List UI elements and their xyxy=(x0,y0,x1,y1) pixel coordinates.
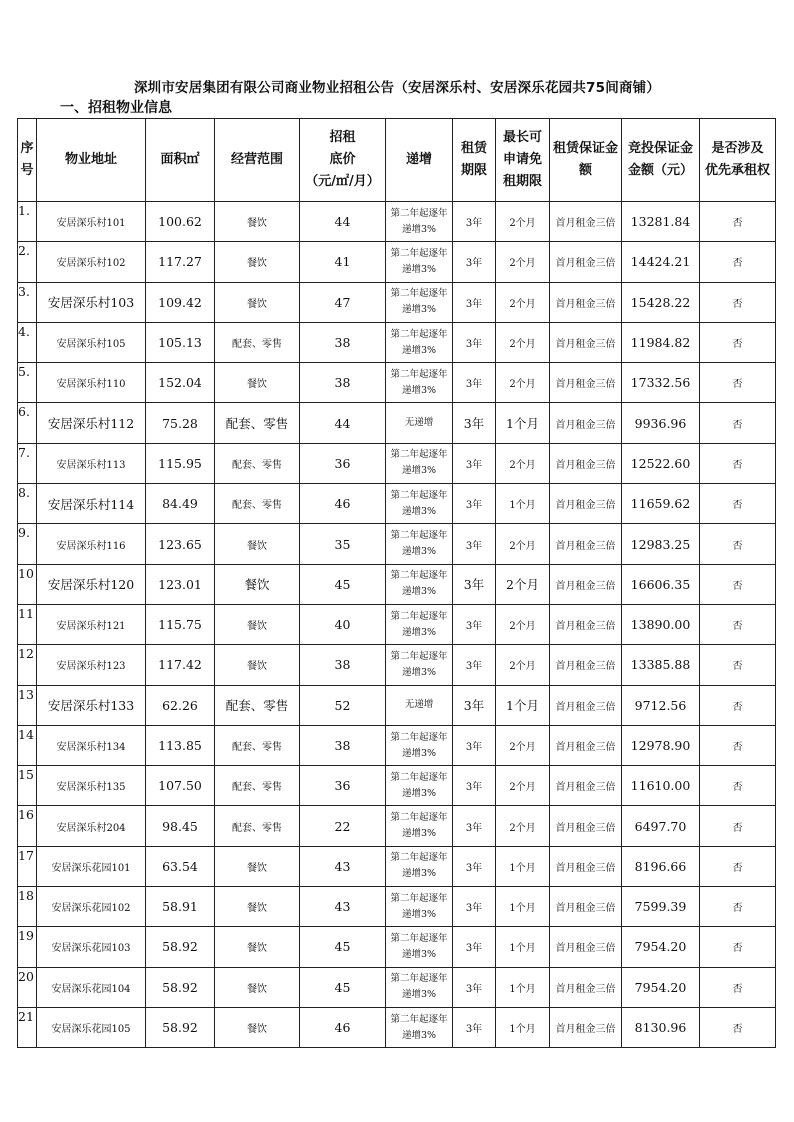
cell-price: 38 xyxy=(300,322,386,362)
cell-no: 17 xyxy=(18,846,37,886)
header-deposit-line1: 租赁保证金 xyxy=(552,141,618,156)
table-row xyxy=(18,1007,776,1047)
cell-bid: 11610.00 xyxy=(622,766,700,806)
table-row xyxy=(18,282,776,322)
cell-price: 41 xyxy=(300,242,386,282)
cell-no: 10 xyxy=(18,564,37,604)
cell-scope: 餐饮 xyxy=(215,887,300,927)
table-row xyxy=(18,806,776,846)
cell-scope: 餐饮 xyxy=(215,967,300,1007)
cell-no: 14 xyxy=(18,725,37,765)
cell-priority: 否 xyxy=(700,927,776,967)
cell-no: 4. xyxy=(18,322,37,362)
cell-priority: 否 xyxy=(700,484,776,524)
cell-price: 46 xyxy=(300,484,386,524)
cell-scope: 餐饮 xyxy=(215,1007,300,1047)
cell-deposit: 首月租金三倍 xyxy=(550,443,622,483)
header-deposit-line2: 额 xyxy=(578,163,592,178)
cell-no: 6. xyxy=(18,403,37,443)
cell-priority: 否 xyxy=(700,604,776,644)
cell-increase: 第二年起逐年递增3% xyxy=(386,322,453,362)
cell-free: 2个月 xyxy=(496,725,550,765)
cell-free: 2个月 xyxy=(496,322,550,362)
cell-term: 3年 xyxy=(453,645,496,685)
cell-bid: 14424.21 xyxy=(622,242,700,282)
header-priority-line2: 优先承租权 xyxy=(704,163,770,178)
property-table xyxy=(17,118,776,1048)
cell-price: 45 xyxy=(300,927,386,967)
table-row xyxy=(18,443,776,483)
cell-address: 安居深乐村134 xyxy=(37,725,146,765)
header-price-line2: 底价 xyxy=(329,152,356,167)
header-address: 物业地址 xyxy=(37,119,146,202)
cell-no: 18 xyxy=(18,887,37,927)
cell-free: 2个月 xyxy=(496,806,550,846)
cell-address: 安居深乐花园105 xyxy=(37,1007,146,1047)
cell-bid: 12983.25 xyxy=(622,524,700,564)
header-term xyxy=(453,119,496,202)
table-row xyxy=(18,564,776,604)
cell-increase: 第二年起逐年递增3% xyxy=(386,725,453,765)
header-term-line1: 租赁 xyxy=(460,141,487,156)
header-price-line3: （元/㎡/月） xyxy=(305,174,380,189)
cell-area: 98.45 xyxy=(146,806,215,846)
cell-deposit: 首月租金三倍 xyxy=(550,403,622,443)
cell-deposit: 首月租金三倍 xyxy=(550,524,622,564)
table-row xyxy=(18,322,776,362)
cell-price: 44 xyxy=(300,202,386,242)
cell-address: 安居深乐村103 xyxy=(37,282,146,322)
cell-price: 35 xyxy=(300,524,386,564)
cell-area: 109.42 xyxy=(146,282,215,322)
cell-address: 安居深乐村113 xyxy=(37,443,146,483)
cell-address: 安居深乐村116 xyxy=(37,524,146,564)
cell-no: 11 xyxy=(18,604,37,644)
header-priority-line1: 是否涉及 xyxy=(711,141,764,156)
cell-priority: 否 xyxy=(700,282,776,322)
cell-scope: 餐饮 xyxy=(215,927,300,967)
cell-bid: 8196.66 xyxy=(622,846,700,886)
cell-term: 3年 xyxy=(453,484,496,524)
header-free xyxy=(496,119,550,202)
cell-area: 105.13 xyxy=(146,322,215,362)
header-no xyxy=(18,119,37,202)
cell-scope: 配套、零售 xyxy=(215,725,300,765)
cell-bid: 12522.60 xyxy=(622,443,700,483)
cell-address: 安居深乐村114 xyxy=(37,484,146,524)
cell-bid: 13281.84 xyxy=(622,202,700,242)
cell-area: 117.27 xyxy=(146,242,215,282)
cell-scope: 餐饮 xyxy=(215,524,300,564)
cell-bid: 11659.62 xyxy=(622,484,700,524)
table-row xyxy=(18,484,776,524)
cell-address: 安居深乐村101 xyxy=(37,202,146,242)
header-increase: 递增 xyxy=(386,119,453,202)
header-price-line1: 招租 xyxy=(329,130,356,145)
table-row xyxy=(18,927,776,967)
cell-price: 22 xyxy=(300,806,386,846)
cell-area: 113.85 xyxy=(146,725,215,765)
cell-address: 安居深乐村102 xyxy=(37,242,146,282)
cell-price: 46 xyxy=(300,1007,386,1047)
cell-free: 2个月 xyxy=(496,604,550,644)
cell-free: 1个月 xyxy=(496,927,550,967)
cell-no: 21 xyxy=(18,1007,37,1047)
cell-scope: 餐饮 xyxy=(215,202,300,242)
cell-term: 3年 xyxy=(453,927,496,967)
cell-priority: 否 xyxy=(700,443,776,483)
cell-scope: 配套、零售 xyxy=(215,484,300,524)
table-row xyxy=(18,604,776,644)
cell-increase: 第二年起逐年递增3% xyxy=(386,282,453,322)
cell-price: 38 xyxy=(300,363,386,403)
cell-free: 1个月 xyxy=(496,1007,550,1047)
cell-address: 安居深乐花园101 xyxy=(37,846,146,886)
cell-price: 45 xyxy=(300,564,386,604)
cell-deposit: 首月租金三倍 xyxy=(550,604,622,644)
cell-area: 75.28 xyxy=(146,403,215,443)
cell-priority: 否 xyxy=(700,645,776,685)
cell-bid: 9712.56 xyxy=(622,685,700,725)
cell-free: 1个月 xyxy=(496,967,550,1007)
cell-area: 107.50 xyxy=(146,766,215,806)
cell-deposit: 首月租金三倍 xyxy=(550,282,622,322)
cell-price: 40 xyxy=(300,604,386,644)
table-body xyxy=(18,202,776,1048)
cell-scope: 餐饮 xyxy=(215,604,300,644)
cell-area: 58.92 xyxy=(146,967,215,1007)
cell-priority: 否 xyxy=(700,725,776,765)
cell-scope: 配套、零售 xyxy=(215,403,300,443)
cell-area: 58.91 xyxy=(146,887,215,927)
cell-address: 安居深乐村120 xyxy=(37,564,146,604)
cell-priority: 否 xyxy=(700,403,776,443)
cell-area: 58.92 xyxy=(146,1007,215,1047)
cell-bid: 7954.20 xyxy=(622,927,700,967)
cell-increase: 无递增 xyxy=(386,685,453,725)
cell-scope: 配套、零售 xyxy=(215,322,300,362)
cell-priority: 否 xyxy=(700,202,776,242)
cell-no: 5. xyxy=(18,363,37,403)
cell-bid: 9936.96 xyxy=(622,403,700,443)
cell-term: 3年 xyxy=(453,887,496,927)
cell-area: 123.01 xyxy=(146,564,215,604)
cell-term: 3年 xyxy=(453,967,496,1007)
cell-price: 38 xyxy=(300,725,386,765)
section-heading: 一、招租物业信息 xyxy=(60,100,172,116)
cell-increase: 第二年起逐年递增3% xyxy=(386,242,453,282)
cell-term: 3年 xyxy=(453,1007,496,1047)
header-no-line1: 序 xyxy=(20,141,34,156)
cell-no: 19 xyxy=(18,927,37,967)
cell-priority: 否 xyxy=(700,1007,776,1047)
cell-increase: 第二年起逐年递增3% xyxy=(386,564,453,604)
cell-price: 45 xyxy=(300,967,386,1007)
header-area: 面积㎡ xyxy=(146,119,215,202)
cell-area: 115.95 xyxy=(146,443,215,483)
cell-no: 7. xyxy=(18,443,37,483)
table-row xyxy=(18,725,776,765)
cell-increase: 第二年起逐年递增3% xyxy=(386,887,453,927)
header-priority xyxy=(700,119,776,202)
cell-priority: 否 xyxy=(700,846,776,886)
cell-free: 2个月 xyxy=(496,282,550,322)
table-row xyxy=(18,967,776,1007)
cell-address: 安居深乐花园103 xyxy=(37,927,146,967)
cell-increase: 第二年起逐年递增3% xyxy=(386,927,453,967)
cell-increase: 第二年起逐年递增3% xyxy=(386,524,453,564)
cell-priority: 否 xyxy=(700,685,776,725)
cell-increase: 第二年起逐年递增3% xyxy=(386,484,453,524)
cell-term: 3年 xyxy=(453,524,496,564)
cell-area: 100.62 xyxy=(146,202,215,242)
cell-price: 43 xyxy=(300,887,386,927)
header-free-line1: 最长可 xyxy=(502,130,542,145)
cell-deposit: 首月租金三倍 xyxy=(550,725,622,765)
cell-term: 3年 xyxy=(453,604,496,644)
header-price xyxy=(300,119,386,202)
cell-term: 3年 xyxy=(453,846,496,886)
cell-no: 8. xyxy=(18,484,37,524)
cell-free: 2个月 xyxy=(496,524,550,564)
cell-increase: 第二年起逐年递增3% xyxy=(386,846,453,886)
cell-free: 2个月 xyxy=(496,363,550,403)
cell-term: 3年 xyxy=(453,766,496,806)
cell-deposit: 首月租金三倍 xyxy=(550,363,622,403)
header-scope: 经营范围 xyxy=(215,119,300,202)
cell-no: 2. xyxy=(18,242,37,282)
cell-deposit: 首月租金三倍 xyxy=(550,967,622,1007)
cell-term: 3年 xyxy=(453,443,496,483)
cell-address: 安居深乐村112 xyxy=(37,403,146,443)
cell-priority: 否 xyxy=(700,524,776,564)
cell-term: 3年 xyxy=(453,725,496,765)
header-bid-line1: 竞投保证金 xyxy=(627,141,693,156)
cell-deposit: 首月租金三倍 xyxy=(550,242,622,282)
header-free-line3: 租期限 xyxy=(502,174,542,189)
cell-term: 3年 xyxy=(453,685,496,725)
table-header-row xyxy=(18,119,776,202)
cell-free: 1个月 xyxy=(496,685,550,725)
cell-free: 1个月 xyxy=(496,846,550,886)
cell-bid: 13385.88 xyxy=(622,645,700,685)
cell-free: 2个月 xyxy=(496,766,550,806)
cell-increase: 第二年起逐年递增3% xyxy=(386,1007,453,1047)
cell-address: 安居深乐花园102 xyxy=(37,887,146,927)
cell-term: 3年 xyxy=(453,242,496,282)
cell-scope: 配套、零售 xyxy=(215,806,300,846)
cell-scope: 餐饮 xyxy=(215,564,300,604)
cell-bid: 11984.82 xyxy=(622,322,700,362)
cell-address: 安居深乐村110 xyxy=(37,363,146,403)
cell-term: 3年 xyxy=(453,202,496,242)
cell-deposit: 首月租金三倍 xyxy=(550,322,622,362)
cell-free: 1个月 xyxy=(496,887,550,927)
cell-area: 117.42 xyxy=(146,645,215,685)
table-row xyxy=(18,846,776,886)
table-row xyxy=(18,524,776,564)
cell-increase: 第二年起逐年递增3% xyxy=(386,604,453,644)
cell-scope: 配套、零售 xyxy=(215,766,300,806)
cell-area: 63.54 xyxy=(146,846,215,886)
cell-deposit: 首月租金三倍 xyxy=(550,766,622,806)
cell-deposit: 首月租金三倍 xyxy=(550,685,622,725)
cell-priority: 否 xyxy=(700,242,776,282)
cell-area: 58.92 xyxy=(146,927,215,967)
cell-scope: 餐饮 xyxy=(215,645,300,685)
cell-price: 38 xyxy=(300,645,386,685)
header-bid xyxy=(622,119,700,202)
header-bid-line2: 金额（元） xyxy=(627,163,693,178)
cell-bid: 7599.39 xyxy=(622,887,700,927)
cell-term: 3年 xyxy=(453,564,496,604)
cell-free: 2个月 xyxy=(496,645,550,685)
cell-bid: 7954.20 xyxy=(622,967,700,1007)
header-no-line2: 号 xyxy=(20,163,34,178)
cell-scope: 配套、零售 xyxy=(215,685,300,725)
cell-increase: 第二年起逐年递增3% xyxy=(386,363,453,403)
cell-address: 安居深乐花园104 xyxy=(37,967,146,1007)
cell-bid: 6497.70 xyxy=(622,806,700,846)
cell-increase: 第二年起逐年递增3% xyxy=(386,766,453,806)
cell-address: 安居深乐村121 xyxy=(37,604,146,644)
cell-scope: 餐饮 xyxy=(215,363,300,403)
table-row xyxy=(18,403,776,443)
header-deposit xyxy=(550,119,622,202)
cell-deposit: 首月租金三倍 xyxy=(550,484,622,524)
cell-increase: 第二年起逐年递增3% xyxy=(386,967,453,1007)
cell-bid: 12978.90 xyxy=(622,725,700,765)
header-free-line2: 申请免 xyxy=(502,152,542,167)
cell-address: 安居深乐村204 xyxy=(37,806,146,846)
cell-free: 2个月 xyxy=(496,564,550,604)
cell-scope: 餐饮 xyxy=(215,242,300,282)
cell-deposit: 首月租金三倍 xyxy=(550,564,622,604)
cell-bid: 16606.35 xyxy=(622,564,700,604)
table-row xyxy=(18,202,776,242)
cell-increase: 无递增 xyxy=(386,403,453,443)
cell-term: 3年 xyxy=(453,403,496,443)
cell-scope: 餐饮 xyxy=(215,846,300,886)
cell-priority: 否 xyxy=(700,564,776,604)
cell-free: 2个月 xyxy=(496,242,550,282)
cell-priority: 否 xyxy=(700,887,776,927)
cell-deposit: 首月租金三倍 xyxy=(550,846,622,886)
table-row xyxy=(18,766,776,806)
header-term-line2: 期限 xyxy=(460,163,487,178)
table-row xyxy=(18,685,776,725)
cell-increase: 第二年起逐年递增3% xyxy=(386,443,453,483)
cell-price: 44 xyxy=(300,403,386,443)
cell-bid: 13890.00 xyxy=(622,604,700,644)
cell-price: 47 xyxy=(300,282,386,322)
cell-bid: 8130.96 xyxy=(622,1007,700,1047)
cell-area: 115.75 xyxy=(146,604,215,644)
cell-no: 20 xyxy=(18,967,37,1007)
cell-bid: 17332.56 xyxy=(622,363,700,403)
cell-priority: 否 xyxy=(700,967,776,1007)
cell-deposit: 首月租金三倍 xyxy=(550,202,622,242)
cell-area: 152.04 xyxy=(146,363,215,403)
cell-term: 3年 xyxy=(453,806,496,846)
cell-free: 1个月 xyxy=(496,484,550,524)
cell-priority: 否 xyxy=(700,806,776,846)
cell-address: 安居深乐村133 xyxy=(37,685,146,725)
cell-deposit: 首月租金三倍 xyxy=(550,927,622,967)
cell-no: 12 xyxy=(18,645,37,685)
cell-area: 123.65 xyxy=(146,524,215,564)
cell-free: 2个月 xyxy=(496,443,550,483)
cell-increase: 第二年起逐年递增3% xyxy=(386,645,453,685)
cell-priority: 否 xyxy=(700,766,776,806)
cell-no: 3. xyxy=(18,282,37,322)
cell-deposit: 首月租金三倍 xyxy=(550,1007,622,1047)
cell-priority: 否 xyxy=(700,363,776,403)
cell-price: 43 xyxy=(300,846,386,886)
cell-deposit: 首月租金三倍 xyxy=(550,887,622,927)
cell-scope: 餐饮 xyxy=(215,282,300,322)
cell-no: 9. xyxy=(18,524,37,564)
cell-free: 1个月 xyxy=(496,403,550,443)
cell-priority: 否 xyxy=(700,322,776,362)
cell-term: 3年 xyxy=(453,282,496,322)
cell-no: 16 xyxy=(18,806,37,846)
cell-term: 3年 xyxy=(453,363,496,403)
cell-no: 13 xyxy=(18,685,37,725)
cell-no: 1. xyxy=(18,202,37,242)
cell-address: 安居深乐村135 xyxy=(37,766,146,806)
cell-scope: 配套、零售 xyxy=(215,443,300,483)
cell-price: 36 xyxy=(300,766,386,806)
table-row xyxy=(18,363,776,403)
cell-bid: 15428.22 xyxy=(622,282,700,322)
cell-increase: 第二年起逐年递增3% xyxy=(386,202,453,242)
cell-increase: 第二年起逐年递增3% xyxy=(386,806,453,846)
cell-area: 84.49 xyxy=(146,484,215,524)
cell-price: 52 xyxy=(300,685,386,725)
cell-deposit: 首月租金三倍 xyxy=(550,806,622,846)
cell-address: 安居深乐村123 xyxy=(37,645,146,685)
cell-address: 安居深乐村105 xyxy=(37,322,146,362)
document-title: 深圳市安居集团有限公司商业物业招租公告（安居深乐村、安居深乐花园共75间商铺） xyxy=(133,80,661,96)
table-row xyxy=(18,887,776,927)
cell-area: 62.26 xyxy=(146,685,215,725)
cell-term: 3年 xyxy=(453,322,496,362)
cell-price: 36 xyxy=(300,443,386,483)
cell-no: 15 xyxy=(18,766,37,806)
table-row xyxy=(18,645,776,685)
cell-free: 2个月 xyxy=(496,202,550,242)
cell-deposit: 首月租金三倍 xyxy=(550,645,622,685)
table-row xyxy=(18,242,776,282)
